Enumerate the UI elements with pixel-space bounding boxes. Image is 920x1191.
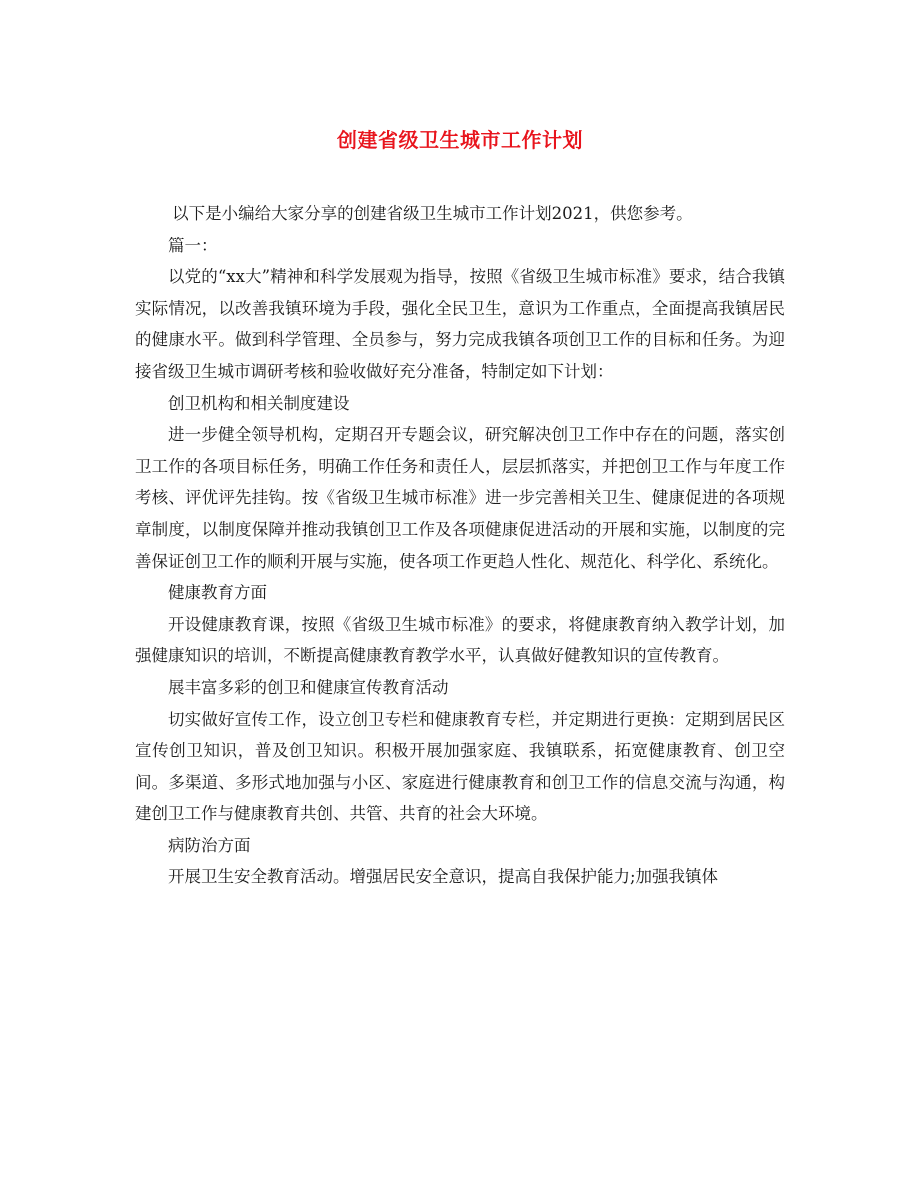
body-paragraph-disease-prevention: 开展卫生安全教育活动。增强居民安全意识，提高自我保护能力;加强我镇体 — [168, 867, 719, 887]
document-title: 创建省级卫生城市工作计划 — [337, 128, 583, 152]
body-paragraph-guiding-principle: 以党的“xx大”精神和科学发展观为指导，按照《省级卫生城市标准》要求，结合我镇实际情况，以改善我镇环境为手段，强化全民卫生，意识为工作重点，全面提高我镇居民的健康水平。做到科学管理、全员参与，努力完成我镇各项创卫工作的目标和任务。为迎接省级卫生城市调研考核和验收做好充分准备，特制定如下计划： — [135, 267, 785, 381]
body-paragraph-health-education: 开设健康教育课，按照《省级卫生城市标准》的要求，将健康教育纳入教学计划，加强健康知识的培训，不断提高健康教育教学水平，认真做好健教知识的宣传教育。 — [135, 614, 785, 666]
body-paragraph-activities: 切实做好宣传工作，设立创卫专栏和健康教育专栏，并定期进行更换：定期到居民区宣传创卫知识，普及创卫知识。积极开展加强家庭、我镇联系，拓宽健康教育、创卫空间。多渠道、多形式地加强与小区、家庭进行健康教育和创卫工作的信息交流与沟通，构建创卫工作与健康教育共创、共管、共育的社会大环境。 — [135, 709, 785, 824]
section-label-part-one: 篇一： — [168, 235, 218, 255]
section-heading-health-education: 健康教育方面 — [168, 583, 267, 603]
section-heading-activities: 展丰富多彩的创卫和健康宣传教育活动 — [168, 677, 449, 697]
document-body — [135, 198, 785, 893]
section-heading-organization: 创卫机构和相关制度建设 — [168, 393, 350, 413]
intro-paragraph: 以下是小编给大家分享的创建省级卫生城市工作计划2021，供您参考。 — [172, 204, 693, 223]
section-heading-disease-prevention: 病防治方面 — [168, 835, 251, 855]
body-paragraph-organization: 进一步健全领导机构，定期召开专题会议，研究解决创卫工作中存在的问题，落实创卫工作的各项目标任务，明确工作任务和责任人，层层抓落实，并把创卫工作与年度工作考核、评优评先挂钩。按《省级卫生城市标准》进一步完善相关卫生、健康促进的各项规章制度，以制度保障并推动我镇创卫工作及各项健康促进活动的开展和实施，以制度的完善保证创卫工作的顺利开展与实施，使各项工作更趋人性化、规范化、科学化、系统化。 — [135, 425, 785, 571]
